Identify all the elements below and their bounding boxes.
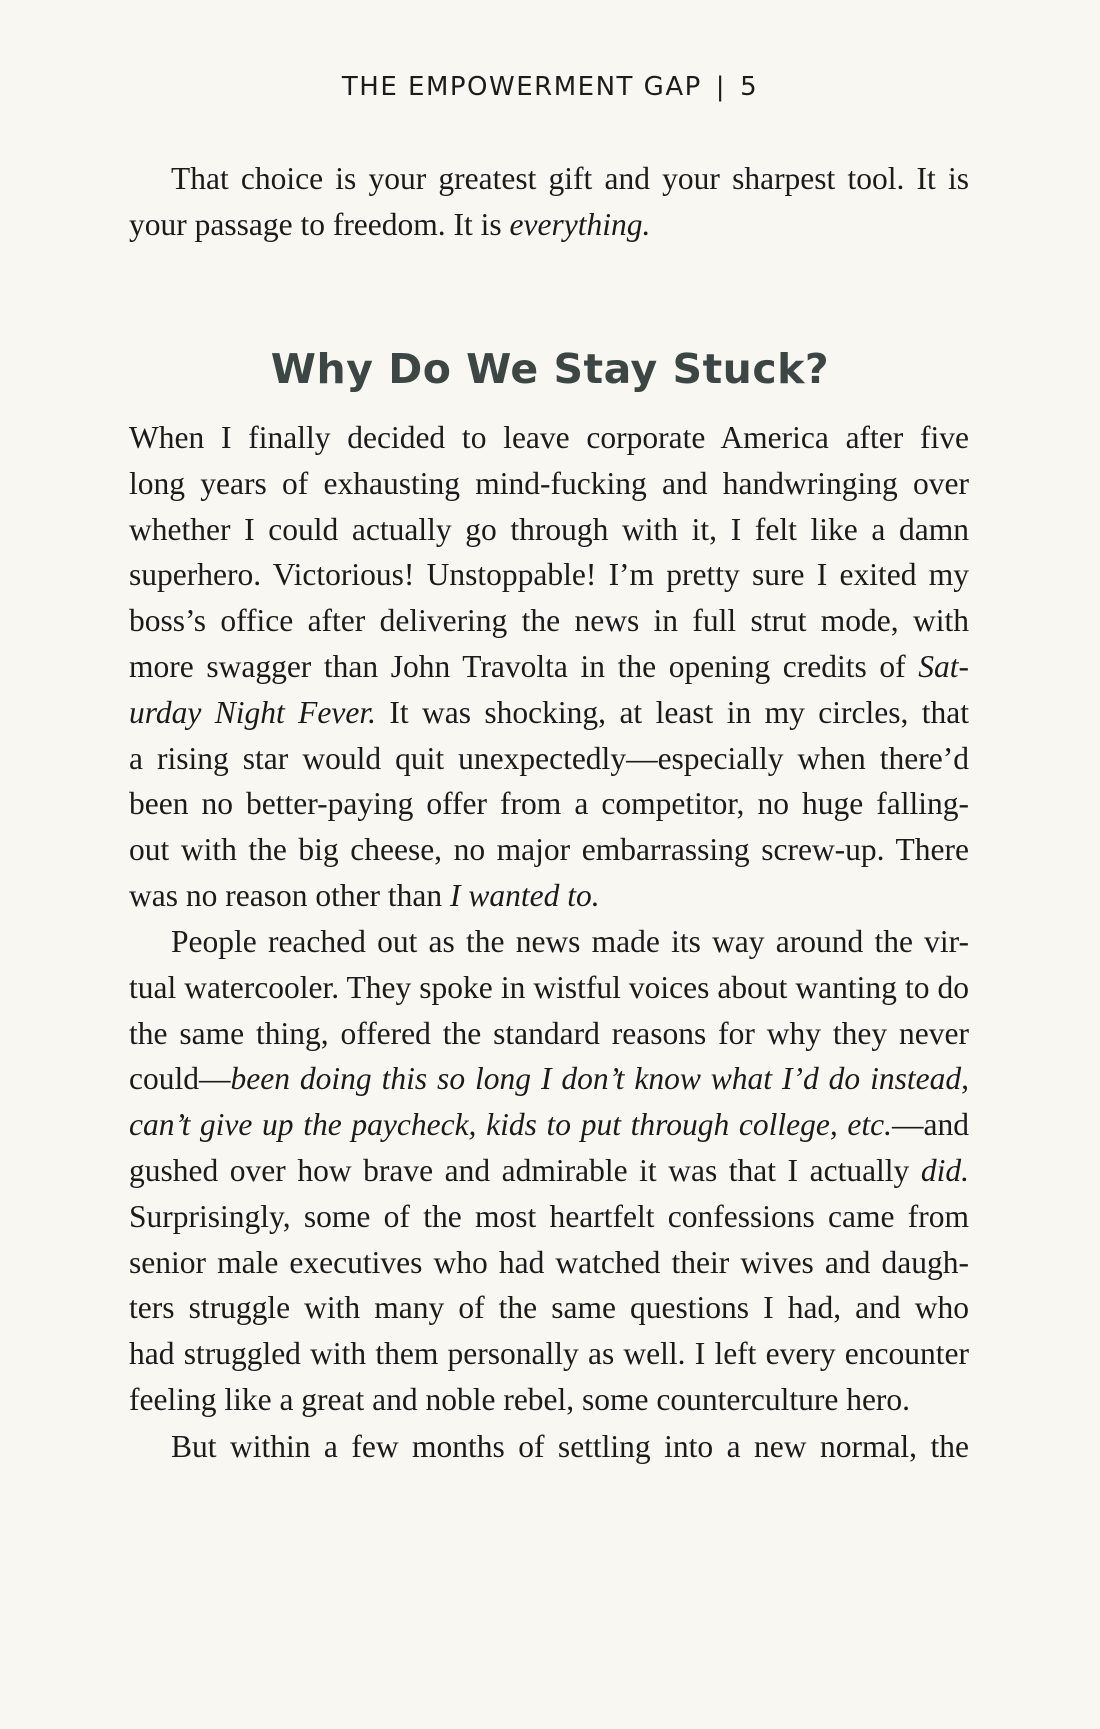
paragraph-2	[129, 919, 969, 1423]
emphasis-text: everything.	[509, 206, 651, 242]
page-number: 5	[740, 72, 759, 102]
text-line: had struggled with them personally as well. I left every encounter	[129, 1336, 969, 1372]
text-line: That choice is your greatest gift and your sharpest tool. It is	[171, 161, 969, 196]
text-line	[129, 1056, 969, 1102]
paragraph-3	[129, 1424, 969, 1470]
text-line: out with the big cheese, no major embarrassing screw-up. There	[129, 832, 969, 868]
text-run: —and	[892, 1107, 969, 1143]
text-line: People reached out as the news made its way around the vir-	[171, 924, 969, 959]
running-head-separator: |	[715, 72, 727, 102]
text-line	[129, 873, 969, 919]
text-line: long years of exhausting mind-fucking and handwringing over	[129, 465, 969, 501]
text-line: a rising star would quit unexpectedly—especially when there’d	[129, 740, 969, 776]
running-head	[0, 72, 1100, 102]
text-line	[129, 1102, 969, 1148]
emphasis-text: Sat-	[918, 648, 969, 684]
text-line	[129, 1148, 969, 1194]
section-heading: Why Do We Stay Stuck?	[270, 345, 830, 393]
text-run: gushed over how brave and admirable it was that I actually	[129, 1152, 921, 1188]
text-run: your passage to freedom. It is	[129, 206, 510, 242]
text-line	[129, 690, 969, 736]
text-line: senior male executives who had watched their wives and daugh-	[129, 1244, 969, 1280]
text-line: the same thing, offered the standard reasons for why they never	[129, 1015, 969, 1051]
running-head-title: THE EMPOWERMENT GAP	[341, 72, 702, 102]
text-run: It was shocking, at least in my circles, that	[375, 694, 969, 730]
text-line: When I finally decided to leave corporate America after five	[129, 420, 969, 455]
text-line: whether I could actually go through with it, I felt like a damn	[129, 511, 969, 547]
text-line: But within a few months of settling into a new normal, the	[171, 1429, 969, 1464]
text-line: superhero. Victorious! Unstoppable! I’m pretty sure I exited my	[129, 557, 969, 593]
text-line: tual watercooler. They spoke in wistful voices about wanting to do	[129, 969, 969, 1005]
emphasis-text: urday Night Fever.	[129, 694, 376, 730]
text-run: more swagger than John Travolta in the opening credits of	[129, 648, 919, 684]
intro-paragraph	[129, 156, 969, 248]
emphasis-text: been doing this so long I don’t know what I’d do instead,	[230, 1061, 969, 1097]
text-line: feeling like a great and noble rebel, some counterculture hero.	[129, 1381, 911, 1417]
emphasis-text: can’t give up the paycheck, kids to put through college, etc.	[129, 1107, 893, 1143]
text-line	[129, 202, 969, 248]
emphasis-text: did.	[920, 1152, 969, 1188]
text-line	[129, 644, 969, 690]
text-line: Surprisingly, some of the most heartfelt confessions came from	[129, 1198, 969, 1234]
text-line: ters struggle with many of the same questions I had, and who	[129, 1290, 969, 1326]
text-line: been no better-paying offer from a competitor, no huge falling-	[129, 786, 969, 822]
text-run: was no reason other than	[129, 877, 451, 913]
text-run: could—	[129, 1061, 231, 1097]
emphasis-text: I wanted to.	[450, 877, 600, 913]
text-line: boss’s office after delivering the news in full strut mode, with	[129, 603, 969, 639]
paragraph-1	[129, 415, 969, 919]
